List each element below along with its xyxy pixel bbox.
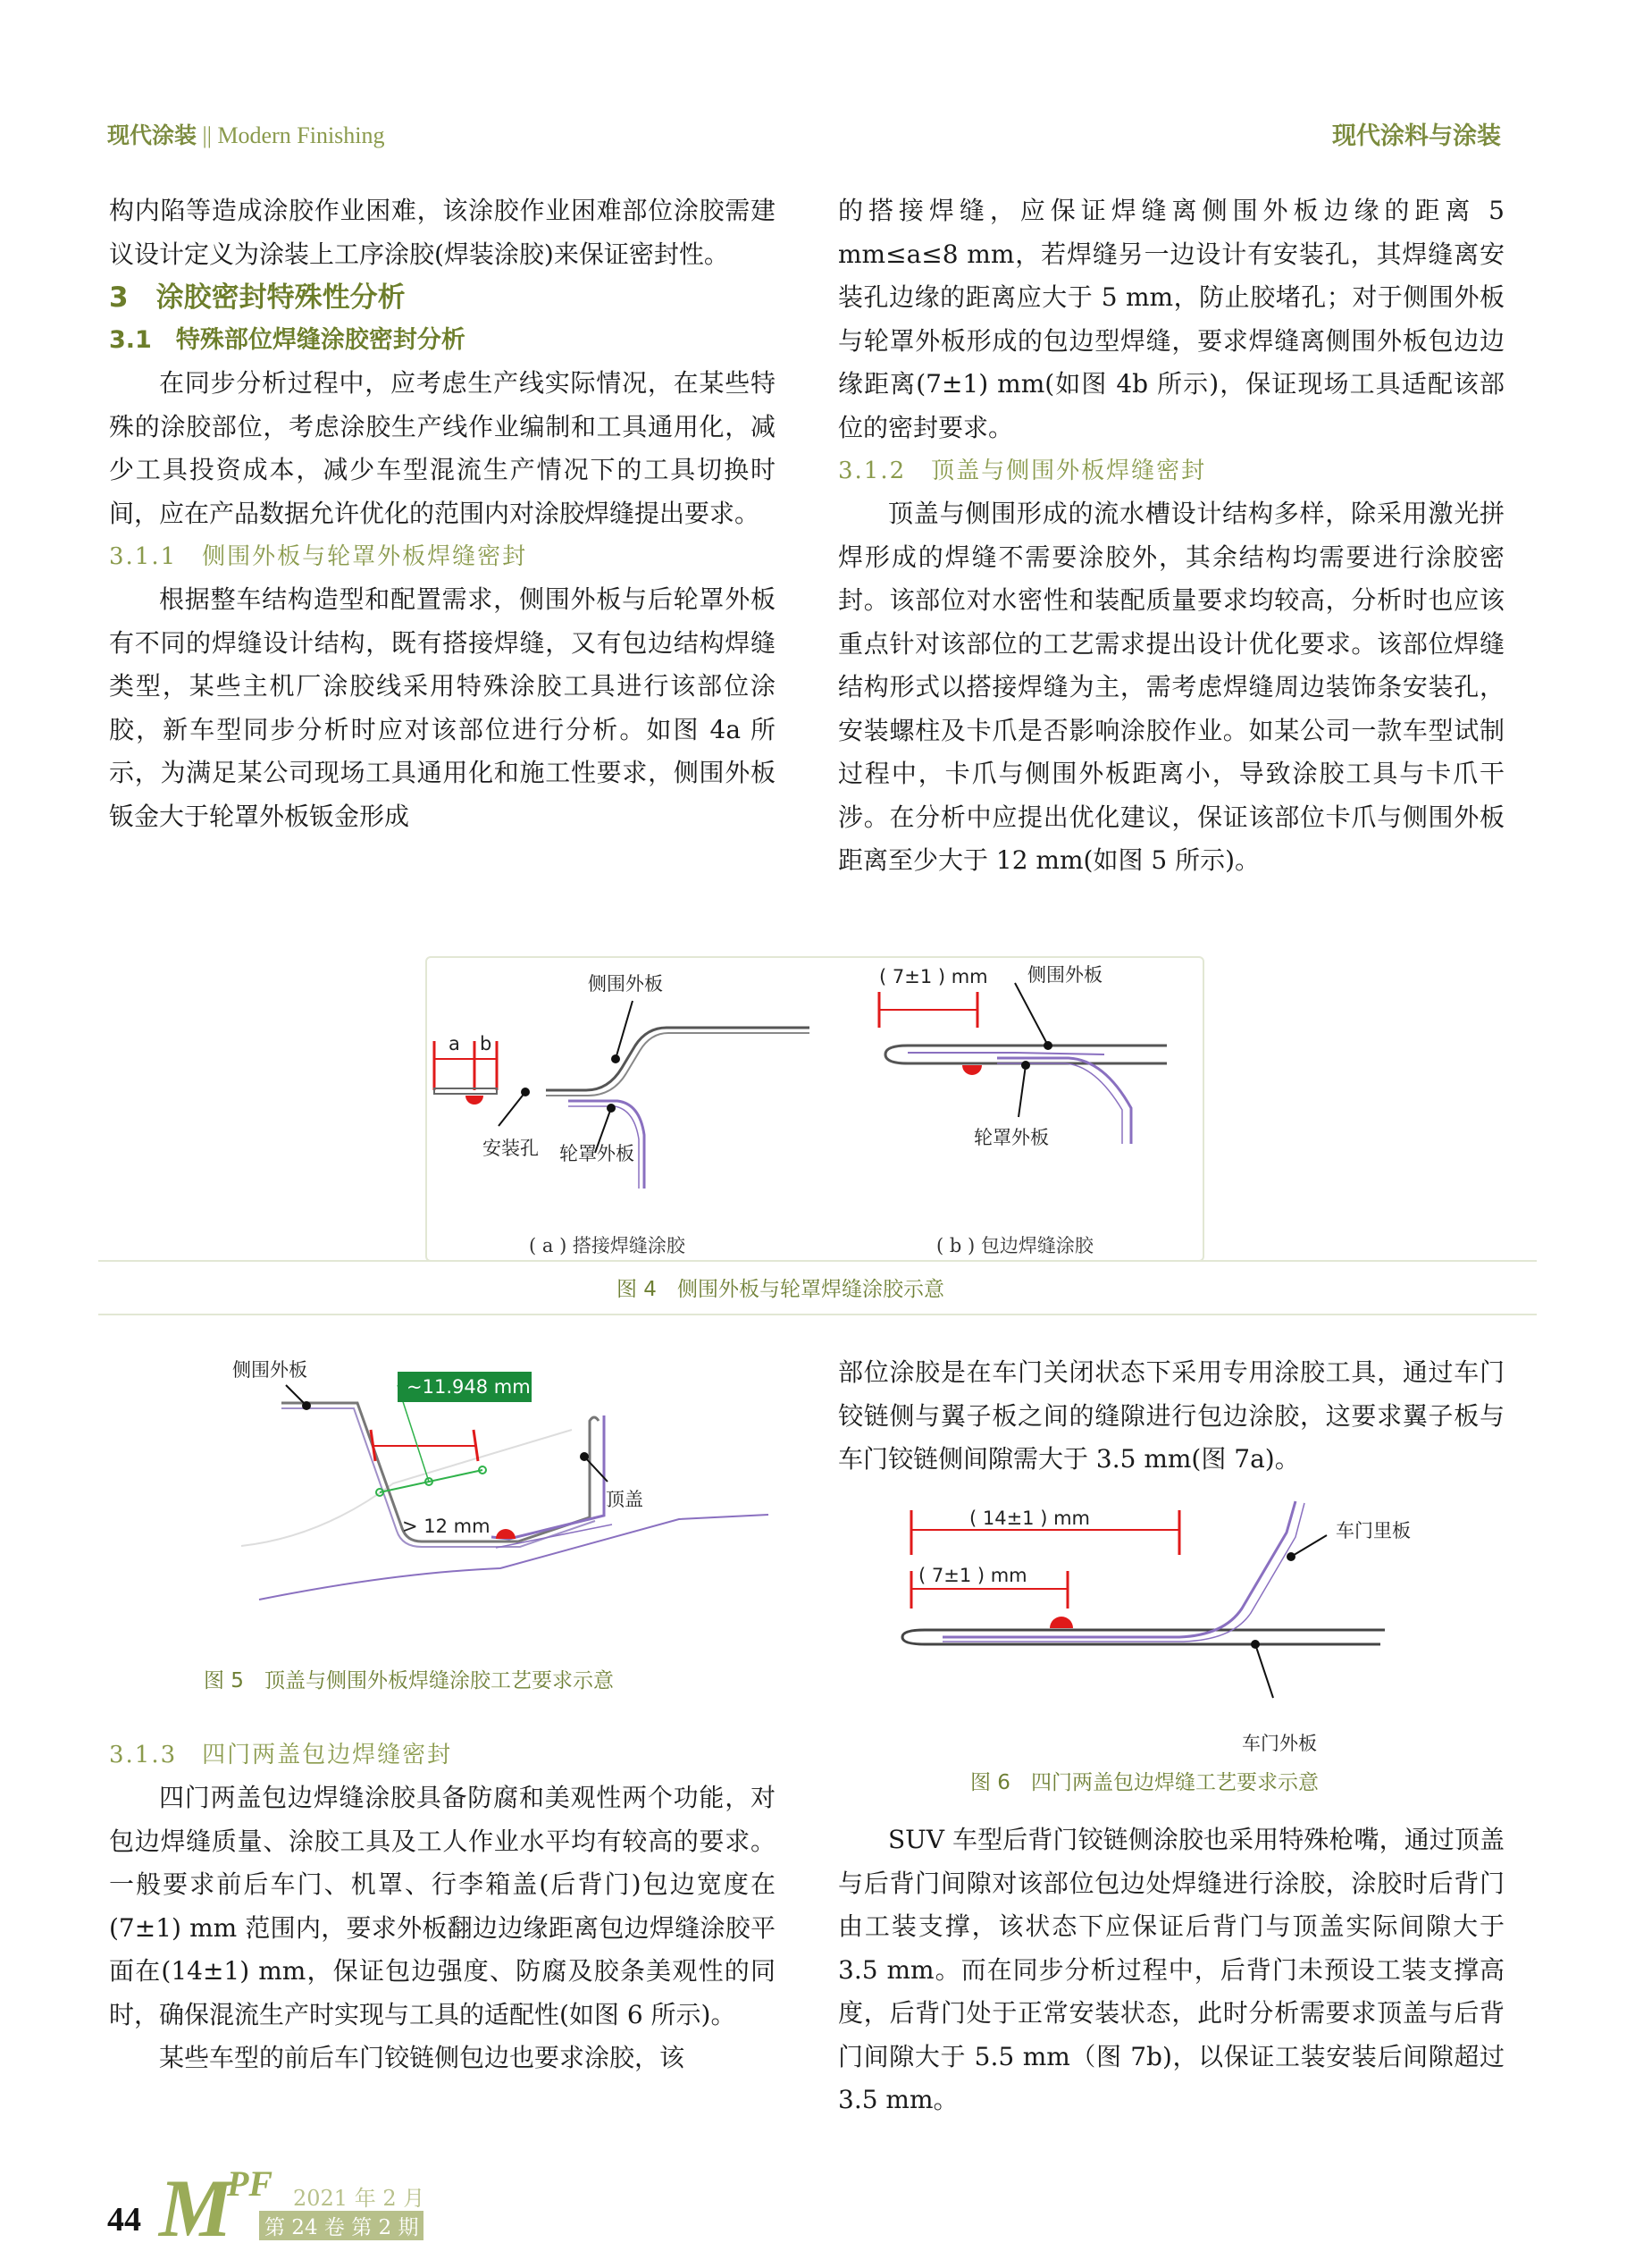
wheel-panel-label: 轮罩外板 — [974, 1127, 1049, 1148]
side-panel-label: 侧围外板 — [232, 1359, 307, 1381]
paragraph: 在同步分析过程中，应考虑生产线实际情况，在某些特殊的涂胶部位，考虑涂胶生产线作业编制和工具通用化，减少工具投资成本，减少车型混流生产情况下的工具切换时间，应在产品数据允许优化的范围内对涂胶焊缝提出要求。 — [109, 368, 776, 528]
roof-label: 顶盖 — [606, 1489, 643, 1510]
figure-4a — [434, 973, 809, 1189]
figure-4a-subcaption: ( a ) 搭接焊缝涂胶 — [529, 1235, 685, 1256]
side-panel-label: 侧围外板 — [1027, 964, 1103, 986]
figure-4-diagram — [425, 956, 1201, 1260]
journal-logo-pf: PF — [227, 2163, 273, 2204]
roof-profile — [491, 1415, 604, 1539]
figure-4b — [879, 964, 1167, 1148]
left-column-upper — [109, 189, 776, 838]
measure-value: ~11.948 mm — [407, 1376, 531, 1398]
issue-volume: 第 24 卷 第 2 期 — [259, 2211, 423, 2240]
sealant-bead — [962, 1065, 982, 1075]
side-panel-line — [546, 1028, 809, 1090]
hem-outer — [885, 1046, 1167, 1063]
right-column-upper — [838, 189, 1505, 883]
dim-14-label: ( 14±1 ) mm — [969, 1508, 1091, 1529]
section-heading-3-1-1: 3.1.1 侧围外板与轮罩外板焊缝密封 — [109, 543, 528, 570]
gt12-label: > 12 mm — [402, 1516, 490, 1537]
right-column-lower-top — [838, 1351, 1505, 1482]
figure-5-caption: 图 5 顶盖与侧围外板焊缝涂胶工艺要求示意 — [204, 1669, 614, 1693]
running-header-right: 现代涂料与涂装 — [1332, 122, 1501, 150]
paragraph: 部位涂胶是在车门关闭状态下采用专用涂胶工具，通过车门铰链侧与翼子板之间的缝隙进行包边涂胶，这要求翼子板与车门铰链侧间隙需大于 3.5 mm(图 7a)。 — [838, 1357, 1505, 1474]
sealant-bead — [1050, 1617, 1073, 1628]
section-heading-3-1-3: 3.1.3 四门两盖包边焊缝密封 — [109, 1742, 453, 1768]
outer-panel-label: 车门外板 — [1242, 1733, 1317, 1754]
figure-5-diagram — [214, 1349, 795, 1617]
dim-a-label: a — [449, 1033, 460, 1054]
paragraph: 构内陷等造成涂胶作业困难，该涂胶作业困难部位涂胶需建议设计定义为涂装上工序涂胶(焊装涂胶)来保证密封性。 — [109, 196, 776, 269]
right-column-lower-bottom — [838, 1819, 1505, 2122]
running-header-left — [107, 118, 385, 150]
sealant-bead — [465, 1096, 483, 1105]
dim-7-label: ( 7±1 ) mm — [918, 1565, 1027, 1586]
wheel-panel-label: 轮罩外板 — [559, 1143, 634, 1164]
header-separator: || — [197, 122, 218, 148]
paragraph: 顶盖与侧围形成的流水槽设计结构多样，除采用激光拼焊形成的焊缝不需要涂胶外，其余结构均需要进行涂胶密封。该部位对水密性和装配质量要求均较高，分析时也应该重点针对该部位的工艺需求提出设计优化要求。该部位焊缝结构形式以搭接焊缝为主，需考虑焊缝周边装饰条安装孔，安装螺柱及卡爪是否影响涂胶作业。如某公司一款车型试制过程中，卡爪与侧围外板距离小，导致涂胶工具与卡爪干涉。在分析中应提出优化建议，保证该部位卡爪与侧围外板距离至少大于 12 mm(如图 5 所示)。 — [838, 499, 1505, 875]
section-heading-3-1: 3.1 特殊部位焊缝涂胶密封分析 — [109, 326, 465, 354]
paragraph: 的搭接焊缝，应保证焊缝离侧围外板边缘的距离 5 mm≤a≤8 mm，若焊缝另一边设计有安装孔，其焊缝离安装孔边缘的距离应大于 5 mm，防止胶堵孔；对于侧围外板与轮罩外板形成的包边型焊缝，要求焊缝离侧围外板包边边缘距离(7±1) mm(如图 4b 所示)，保证现场工具适配该部位的密封要求。 — [838, 196, 1505, 442]
side-panel-label: 侧围外板 — [588, 973, 663, 995]
journal-logo-m: M — [159, 2163, 232, 2254]
issue-date: 2021 年 2 月 — [293, 2186, 425, 2211]
sealant-bead — [496, 1529, 516, 1539]
journal-en: Modern Finishing — [217, 122, 385, 148]
figure-4b-subcaption: ( b ) 包边焊缝涂胶 — [936, 1235, 1094, 1256]
inner-panel-label: 车门里板 — [1336, 1520, 1411, 1541]
figure-6-diagram — [893, 1492, 1430, 1769]
paragraph: 四门两盖包边焊缝涂胶具备防腐和美观性两个功能，对包边焊缝质量、涂胶工具及工人作业水平均有较高的要求。一般要求前后车门、机罩、行李箱盖(后背门)包边宽度在(7±1) mm 范围内，要求外板翻边边缘距离包边焊缝涂胶平面在(14±1) mm，保证包边强度、防腐及胶条美观性的同时，确保混流生产时实现与工具的适配性(如图 6 所示)。 — [109, 1783, 776, 2029]
left-column-lower — [109, 1734, 776, 2080]
paragraph: 根据整车结构造型和配置需求，侧围外板与后轮罩外板有不同的焊缝设计结构，既有搭接焊缝，又有包边结构焊缝类型，某些主机厂涂胶线采用特殊涂胶工具进行该部位涂胶，新车型同步分析时应对该部位进行分析。如图 4a 所示，为满足某公司现场工具通用化和施工性要求，侧围外板钣金大于轮罩外板钣金形成 — [109, 584, 776, 831]
dim-b-label: b — [480, 1033, 492, 1054]
figure-4-caption: 图 4 侧围外板与轮罩焊缝涂胶示意 — [616, 1278, 944, 1301]
dim-7-label: ( 7±1 ) mm — [879, 966, 988, 987]
hole-label: 安装孔 — [482, 1138, 539, 1159]
paragraph: 某些车型的前后车门铰链侧包边也要求涂胶，该 — [159, 2043, 685, 2072]
lap-plate — [434, 1088, 497, 1094]
page-number: 44 — [107, 2201, 141, 2239]
section-heading-3-1-2: 3.1.2 顶盖与侧围外板焊缝密封 — [838, 458, 1207, 484]
section-heading-3: 3 涂胶密封特殊性分析 — [109, 281, 406, 314]
journal-cn: 现代涂装 — [107, 122, 197, 148]
figure-6-caption: 图 6 四门两盖包边焊缝工艺要求示意 — [970, 1771, 1319, 1794]
paragraph: SUV 车型后背门铰链侧涂胶也采用特殊枪嘴，通过顶盖与后背门间隙对该部位包边处焊缝进行涂胶，涂胶时后背门由工装支撑，该状态下应保证后背门与顶盖实际间隙大于 3.5 mm。而在同步分析过程中，后背门未预设工装支撑高度，后背门处于正常安装状态，此时分析需要求顶盖与后背门间隙大于 5.5 mm（图 7b)，以保证工装安装后间隙超过 3.5 mm。 — [838, 1825, 1505, 2114]
